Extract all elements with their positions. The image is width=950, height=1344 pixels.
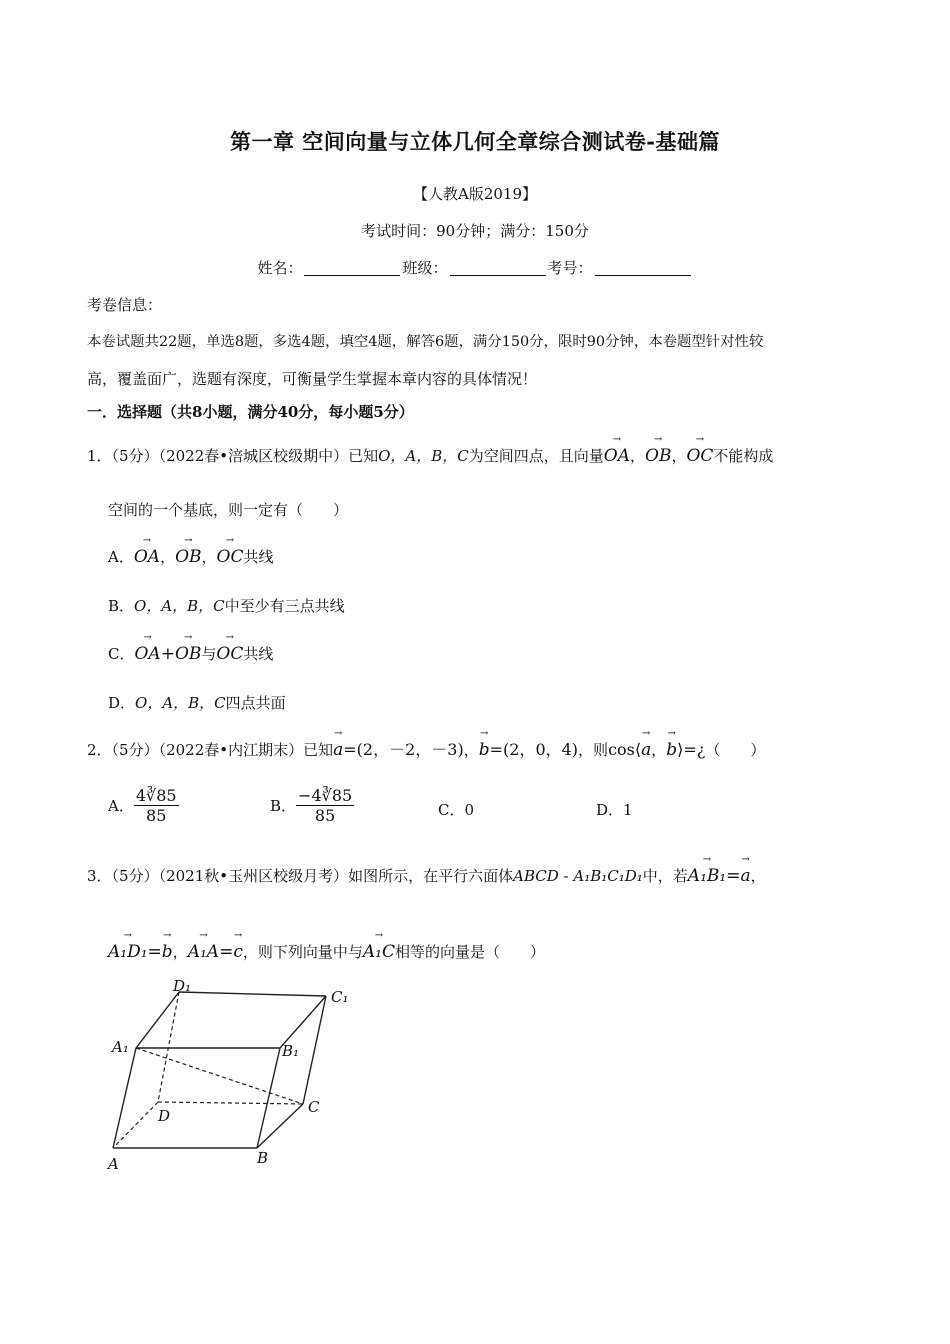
class-blank[interactable] xyxy=(450,259,546,276)
edge-d1-d-hidden xyxy=(158,992,179,1102)
vertex-label-a: A xyxy=(108,1155,119,1173)
edge-a1-d1 xyxy=(136,992,179,1048)
q1-option-c-tail: 共线 xyxy=(243,645,274,663)
vertex-label-d1: D₁ xyxy=(173,978,192,995)
q3-vector-a: → a xyxy=(740,856,750,886)
q2-cos-sep: ， xyxy=(651,741,667,759)
q3-vector-b: → b xyxy=(162,932,173,962)
q2-option-b-numerator: −4∛85 xyxy=(298,786,353,805)
q2-option-a-denominator: 85 xyxy=(146,806,167,825)
vertex-label-b1: B₁ xyxy=(282,1042,300,1060)
vertex-label-a1: A₁ xyxy=(112,1038,129,1056)
q2-option-b-label: B． xyxy=(270,797,297,815)
q3-stem: 3．（5分）（2021秋•玉州区校级月考）如图所示，在平行六面体ABCD - A₁B₁C₁D₁中，若→ A₁B₁=→ a， xyxy=(87,856,766,886)
q1-points: O，A，B，C xyxy=(378,447,469,465)
q2-option-b-denominator: 85 xyxy=(314,806,336,825)
student-fields xyxy=(0,257,950,278)
edge-d1-c1 xyxy=(179,992,326,996)
class-label: 班级： xyxy=(402,259,448,277)
q1-option-a-label: A． xyxy=(108,548,134,566)
q2-number: 2． xyxy=(87,741,112,759)
q3-number: 3． xyxy=(87,867,112,885)
q3-vector-c: → c xyxy=(233,932,243,962)
edge-d-a-hidden xyxy=(113,1102,158,1148)
q2-vector-a-value: =(2，－2，－3) xyxy=(343,740,464,759)
q3-tail: ，则下列向量中与 xyxy=(242,943,363,961)
q2-option-a[interactable] xyxy=(108,786,179,825)
q3-vector-a1a: → A₁A xyxy=(188,932,219,962)
q1-stem-line-2: 空间的一个基底，则一定有（ ） xyxy=(108,501,349,519)
q3-end: 相等的向量是（ ） xyxy=(394,943,545,961)
q1-option-d-points: O，A，B，C xyxy=(135,694,226,712)
q2-option-a-fraction xyxy=(134,786,179,825)
edge-c1-b1 xyxy=(280,996,326,1048)
q3-vector-a1c: → A₁C xyxy=(363,932,395,962)
edge-b-c xyxy=(257,1104,303,1148)
q2-vector-a: → a xyxy=(333,730,343,760)
q1-lead: （5分）（2022春•涪城区校级期中）已知 xyxy=(111,447,379,465)
q2-then: ，则 xyxy=(578,741,609,759)
q2-option-d[interactable]: D．1 xyxy=(596,801,633,819)
q1-option-d-tail: 四点共面 xyxy=(225,694,286,712)
q2-stem: 2．（5分）（2022春•内江期末）已知→ a=(2，－2，－3)，→ b=(2，0，4)，则cos⟨→ a，→ b⟩=¿（ ） xyxy=(87,730,765,760)
info-line-2: 高，覆盖面广，选题有深度，可衡量学生掌握本章内容的具体情况！ xyxy=(87,370,538,388)
q2-option-a-label: A． xyxy=(108,797,134,815)
edge-c1-c xyxy=(303,996,326,1104)
q1-option-b-tail: 中至少有三点共线 xyxy=(224,597,345,615)
q2-lead: （5分）（2022春•内江期末）已知 xyxy=(111,741,334,759)
vertex-label-c1: C₁ xyxy=(331,988,349,1006)
q1-tail: 不能构成 xyxy=(713,447,774,465)
vertex-label-b: B xyxy=(257,1149,269,1167)
id-label: 考号： xyxy=(547,259,593,277)
info-heading: 考卷信息： xyxy=(87,296,163,314)
q1-option-c[interactable] xyxy=(108,634,273,664)
q3-vector-a1b1: → A₁B₁ xyxy=(688,856,726,886)
edition-label: 【人教A版2019】 xyxy=(412,185,537,203)
q2-vector-b-value: =(2，0，4) xyxy=(489,740,579,759)
q1-option-a[interactable]: A．→ OA，→ OB，→ OC共线 xyxy=(108,537,274,567)
q2-cos-b: → b xyxy=(666,730,677,760)
name-label: 姓名： xyxy=(257,259,303,277)
q1-option-a-ob: → OB xyxy=(175,537,201,567)
page-title: 第一章 空间向量与立体几何全章综合测试卷-基础篇 xyxy=(229,129,721,154)
q1-vector-ob: → OB xyxy=(645,436,671,466)
exam-time: 考试时间：90分钟；满分：150分 xyxy=(361,222,589,240)
q1-option-c-oc: → OC xyxy=(216,634,243,664)
edge-b1-b xyxy=(257,1048,280,1148)
q1-option-a-oc: → OC xyxy=(217,537,244,567)
id-blank[interactable] xyxy=(595,259,691,276)
q1-option-d-label: D． xyxy=(108,694,136,712)
q1-option-b-label: B． xyxy=(108,597,135,615)
edge-d-c-hidden xyxy=(158,1102,303,1104)
q1-option-c-ob: → OB xyxy=(175,634,201,664)
q2-cos-a: → a xyxy=(641,730,651,760)
q1-option-c-label: C． xyxy=(108,645,135,663)
q1-number: 1． xyxy=(87,447,112,465)
q1-option-c-with: 与 xyxy=(201,645,217,663)
section-heading: 一．选择题（共8小题，满分40分，每小题5分） xyxy=(87,403,414,421)
parallelepiped-figure xyxy=(100,978,360,1178)
q1-option-a-tail: 共线 xyxy=(243,548,274,566)
q1-option-b-points: O，A，B，C xyxy=(134,597,225,615)
q1-option-b[interactable] xyxy=(108,595,345,616)
q1-stem: 1．（5分）（2022春•涪城区校级期中）已知O，A，B，C为空间四点，且向量→ OA，→ OB，→ OC不能构成 xyxy=(87,436,773,466)
q1-option-a-oa: → OA xyxy=(134,537,160,567)
info-line-1: 本卷试题共22题，单选8题，多选4题，填空4题，解答6题，满分150分，限时90分钟，本卷题型针对性较 xyxy=(87,334,764,350)
edge-a1-a xyxy=(113,1048,136,1148)
q2-option-b-fraction xyxy=(296,786,354,825)
vertex-label-d: D xyxy=(158,1107,171,1125)
q1-mid: 为空间四点，且向量 xyxy=(468,447,604,465)
q1-vector-oa: → OA xyxy=(604,436,630,466)
q2-answer-blank: （ ） xyxy=(705,741,766,759)
q2-vector-b: → b xyxy=(479,730,490,760)
q3-vector-a1d1: → A₁D₁ xyxy=(108,932,148,962)
q2-option-a-numerator: 4∛85 xyxy=(135,786,177,805)
name-blank[interactable] xyxy=(304,259,400,276)
q2-option-c[interactable]: C．0 xyxy=(438,801,475,819)
q3-lead: （5分）（2021秋•玉州区校级月考）如图所示，在平行六面体 xyxy=(111,867,514,885)
q3-stem-line-2: → A₁D₁=→ b，→ A₁A=→ c，则下列向量中与→ A₁C相等的向量是（ ） xyxy=(108,932,545,962)
q1-option-c-plus: + xyxy=(160,644,175,664)
q3-solid: ABCD - A₁B₁C₁D₁ xyxy=(513,867,643,885)
q1-option-d[interactable] xyxy=(108,692,286,713)
q3-mid: 中，若 xyxy=(642,867,688,885)
q2-cos-end: ⟩=¿ xyxy=(677,740,706,759)
q2-option-b[interactable] xyxy=(270,786,354,825)
q1-vector-oc: → OC xyxy=(686,436,713,466)
vertex-label-c: C xyxy=(308,1098,320,1116)
q2-cos: cos⟨ xyxy=(608,740,642,759)
q1-option-c-oa: → OA xyxy=(134,634,160,664)
